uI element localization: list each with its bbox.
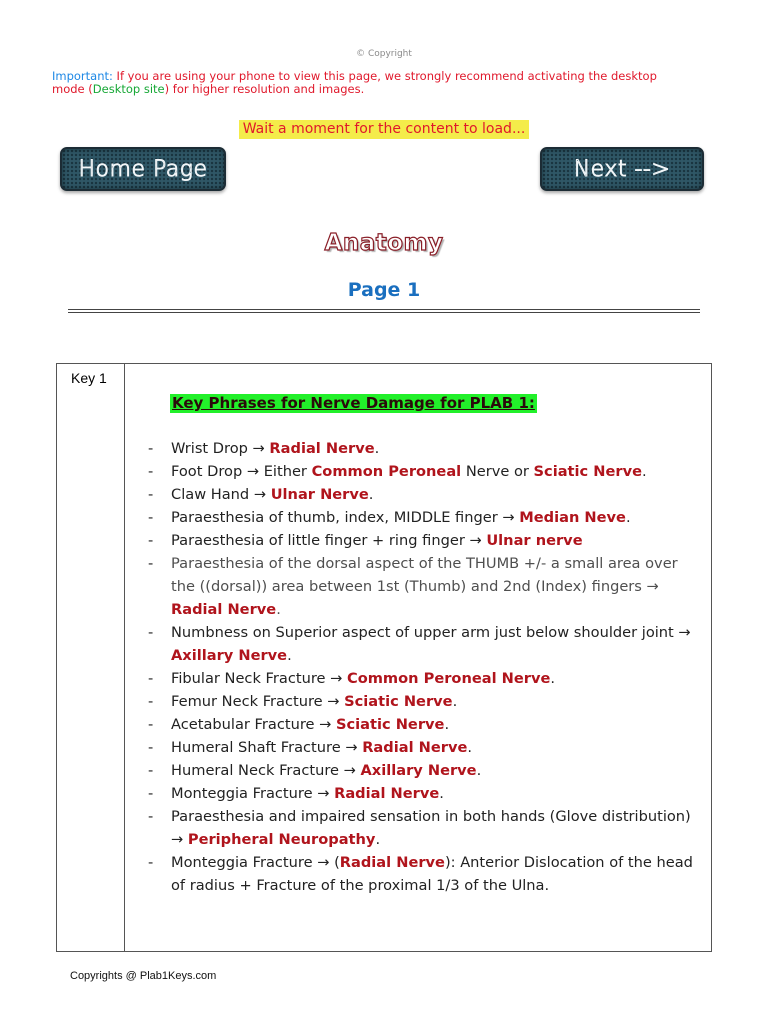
nerve-name: Sciatic Nerve <box>344 693 453 710</box>
nerve-name: Axillary Nerve <box>171 647 288 664</box>
notice-desktop-site: Desktop site <box>92 82 165 96</box>
list-bullet: - <box>148 532 154 549</box>
list-bullet: - <box>148 716 154 733</box>
item-text: . <box>374 440 380 457</box>
nerve-name: Radial Nerve <box>339 854 445 871</box>
item-text: Wrist Drop → <box>171 440 270 457</box>
nerve-name: Common Peroneal <box>311 463 462 480</box>
item-text: . <box>375 831 381 848</box>
divider-line <box>68 309 700 310</box>
item-text: Paraesthesia of little finger + ring finger → <box>171 532 487 549</box>
list-item <box>145 529 705 552</box>
nerve-name: Radial Nerve <box>362 739 468 756</box>
list-bullet: - <box>148 762 154 779</box>
item-text: Paraesthesia of the dorsal aspect of the THUMB +/- a small area over the ((dorsal)) area between 1st (Thumb) and 2nd (Index) fingers → <box>171 555 678 595</box>
item-text: Paraesthesia and impaired sensation in both hands (Glove distribution) → <box>171 808 691 848</box>
list-item <box>145 736 705 759</box>
item-text: Humeral Shaft Fracture → <box>171 739 363 756</box>
item-text: Foot Drop → Either <box>171 463 312 480</box>
list-bullet: - <box>148 785 154 802</box>
nerve-name: Axillary Nerve <box>360 762 477 779</box>
section-heading: Key Phrases for Nerve Damage for PLAB 1: <box>172 394 535 412</box>
nerve-damage-list <box>145 437 705 897</box>
home-page-label: Home Page <box>78 156 208 182</box>
item-text: Monteggia Fracture → ( <box>171 854 340 871</box>
key-label: Key 1 <box>71 370 107 386</box>
list-item <box>145 483 705 506</box>
divider-line <box>68 312 700 313</box>
copyright-notice: © Copyright <box>356 49 412 59</box>
item-text: . <box>642 463 647 480</box>
list-bullet: - <box>148 739 154 756</box>
loading-notice <box>0 118 768 139</box>
list-item <box>145 506 705 529</box>
notice-text: If you are using your phone to view this page, we strongly recommend activating the desktop mode ( <box>52 69 657 96</box>
list-item <box>145 437 705 460</box>
footer-copyright: Copyrights @ Plab1Keys.com <box>70 970 217 982</box>
page-number: Page 1 <box>347 279 421 301</box>
list-bullet: - <box>148 693 154 710</box>
item-text: Femur Neck Fracture → <box>171 693 345 710</box>
list-item <box>145 552 705 621</box>
loading-text: Wait a moment for the content to load... <box>239 120 530 139</box>
item-text: . <box>439 785 444 802</box>
next-page-label: Next --> <box>573 156 671 182</box>
nerve-name: Common Peroneal Nerve <box>346 670 551 687</box>
list-item <box>145 759 705 782</box>
item-text: . <box>625 509 631 526</box>
list-item <box>145 667 705 690</box>
item-text: Fibular Neck Fracture → <box>171 670 347 687</box>
item-text: . <box>550 670 556 687</box>
list-bullet: - <box>148 486 154 503</box>
nerve-name: Ulnar nerve <box>486 532 583 549</box>
list-item <box>145 782 705 805</box>
table-column-divider <box>124 364 125 951</box>
list-item <box>145 690 705 713</box>
nerve-name: Peripheral Neuropathy <box>187 831 376 848</box>
next-page-button[interactable] <box>540 147 704 191</box>
item-text: . <box>452 693 458 710</box>
nerve-name: Radial Nerve <box>269 440 375 457</box>
nerve-name: Radial Nerve <box>171 601 277 618</box>
list-item <box>145 460 705 483</box>
nerve-name: Median Neve <box>519 509 626 526</box>
item-text: Humeral Neck Fracture → <box>171 762 361 779</box>
item-text: . <box>276 601 281 618</box>
item-text: . <box>467 739 473 756</box>
item-text: Monteggia Fracture → <box>171 785 335 802</box>
list-item <box>145 805 705 851</box>
item-text: . <box>368 486 374 503</box>
item-text: Paraesthesia of thumb, index, MIDDLE finger → <box>171 509 520 526</box>
page-title: Anatomy <box>324 230 444 256</box>
nerve-name: Sciatic Nerve <box>533 463 642 480</box>
list-bullet: - <box>148 555 154 572</box>
nerve-name: Sciatic Nerve <box>335 716 445 733</box>
mobile-notice <box>52 70 692 96</box>
nerve-name: Radial Nerve <box>334 785 440 802</box>
list-bullet: - <box>148 463 154 480</box>
key-table <box>56 363 712 952</box>
home-page-button[interactable] <box>60 147 226 191</box>
item-text: Claw Hand → <box>171 486 271 503</box>
list-bullet: - <box>148 440 154 457</box>
item-text: ): Anterior Dislocation of the head of radius + Fracture of the proximal 1/3 of the Ulna. <box>171 854 693 894</box>
list-bullet: - <box>148 808 154 825</box>
list-item <box>145 621 705 667</box>
list-bullet: - <box>148 670 154 687</box>
list-item <box>145 851 705 897</box>
list-item <box>145 713 705 736</box>
item-text: Numbness on Superior aspect of upper arm just below shoulder joint → <box>171 624 691 641</box>
list-bullet: - <box>148 854 154 871</box>
item-text: Nerve or <box>461 463 534 480</box>
list-bullet: - <box>148 624 154 641</box>
item-text: Acetabular Fracture → <box>171 716 336 733</box>
list-bullet: - <box>148 509 154 526</box>
notice-important-label: Important: <box>52 69 113 83</box>
item-text: . <box>287 647 292 664</box>
nerve-name: Ulnar Nerve <box>270 486 369 503</box>
item-text: . <box>444 716 450 733</box>
item-text: . <box>476 762 482 779</box>
notice-text-end: ) for higher resolution and images. <box>164 82 365 96</box>
